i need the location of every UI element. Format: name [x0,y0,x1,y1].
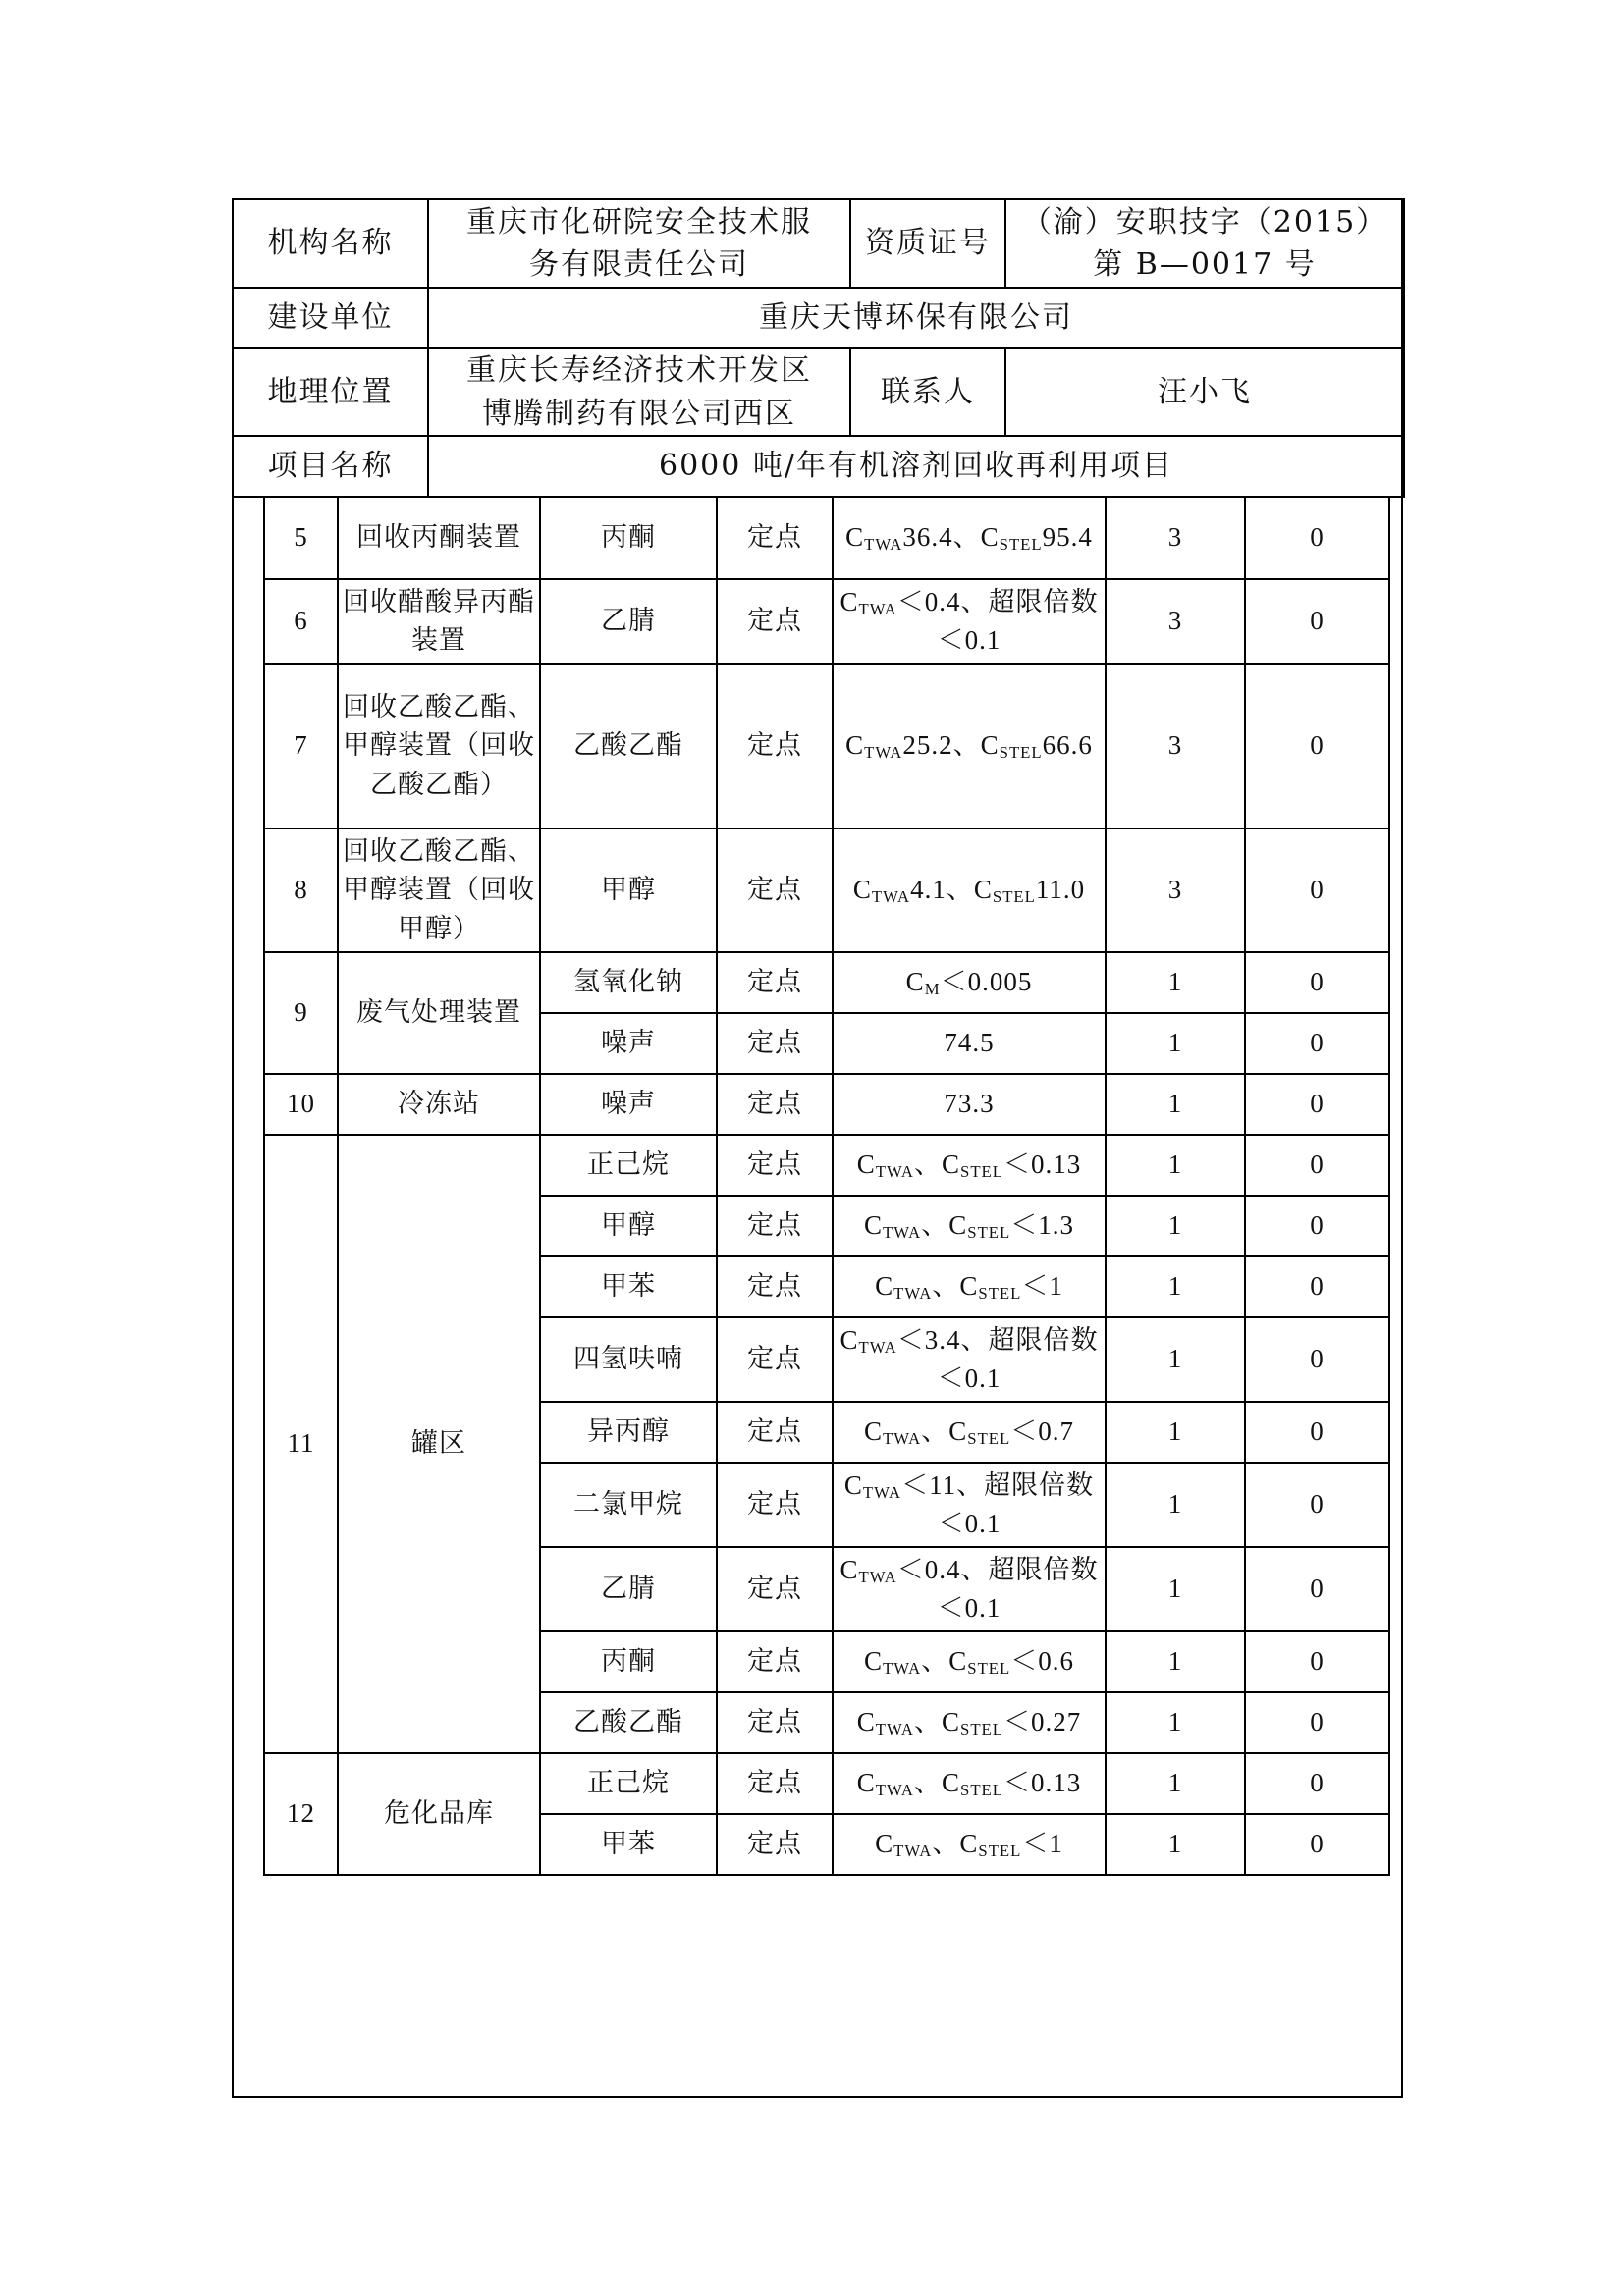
location-value-line-2: 博腾制药有限公司西区 [482,396,796,431]
project-label: 项目名称 [233,436,428,497]
result-subscript: STEL [967,1659,1011,1679]
builder-label: 建设单位 [233,288,428,348]
test-result-cell: $C_{TWA}<0.4$、超限倍数＜0.1 [833,579,1106,664]
test-result-cell: $C_M<0.005$ [833,952,1106,1013]
result-subscript: TWA [883,1429,922,1449]
work-area-cell: 冷冻站 [338,1074,540,1135]
cert-label: 资质证号 [850,199,1005,288]
org-value [428,199,850,288]
cert-value-line-2: 第 B—0017 号 [1093,247,1317,282]
result-subscript: TWA [858,1337,897,1357]
sample-count-cell: 1 [1106,1196,1245,1256]
table-row [264,828,1389,952]
result-subscript: TWA [864,535,903,555]
sample-count-cell: 1 [1106,1074,1245,1135]
result-subscript: TWA [875,1720,914,1739]
result-subscript: STEL [960,1781,1003,1800]
info-header-table [232,198,1405,498]
work-area-cell: 罐区 [338,1135,540,1753]
sampling-method-cell: 定点 [717,1013,833,1074]
hazard-factor-cell: 正己烷 [540,1135,717,1196]
sampling-method-cell: 定点 [717,1135,833,1196]
test-result-cell: $C_{TWA}$、$C_{STEL}<1$ [833,1814,1106,1875]
result-subscript: STEL [967,1429,1011,1449]
result-subscript: STEL [992,887,1036,907]
sample-count-cell: 1 [1106,1631,1245,1692]
hazard-factor-cell: 丙酮 [540,1631,717,1692]
exceed-count-cell: 0 [1245,579,1389,664]
row-number-cell: 8 [264,828,338,952]
work-area-cell: 回收丙酮装置 [338,497,540,579]
location-value-line-1: 重庆长寿经济技术开发区 [466,353,812,388]
result-subscript: STEL [978,1284,1022,1304]
org-value-line-2: 务有限责任公司 [529,247,749,282]
sampling-method-cell: 定点 [717,952,833,1013]
hazard-factor-cell: 异丙醇 [540,1402,717,1463]
result-subscript: TWA [883,1223,922,1243]
table-row [264,952,1389,1013]
hazard-factor-cell: 乙腈 [540,579,717,664]
result-subscript: TWA [858,599,897,618]
exceed-count-cell: 0 [1245,1135,1389,1196]
sampling-method-cell: 定点 [717,497,833,579]
work-area-cell: 回收乙酸乙酯、甲醇装置（回收乙酸乙酯） [338,664,540,828]
test-result-cell: $C_{TWA}$、$C_{STEL}<0.6$ [833,1631,1106,1692]
hazard-factor-cell: 甲醇 [540,1196,717,1256]
sample-count-cell: 1 [1106,1135,1245,1196]
exceed-count-cell: 0 [1245,1814,1389,1875]
work-area-cell: 废气处理装置 [338,952,540,1074]
result-subscript: TWA [893,1284,933,1304]
exceed-count-cell: 0 [1245,1317,1389,1402]
sampling-method-cell: 定点 [717,1402,833,1463]
result-subscript: TWA [871,887,911,907]
exceed-count-cell: 0 [1245,664,1389,828]
hazard-factor-cell: 甲苯 [540,1814,717,1875]
result-subscript: STEL [960,1162,1003,1182]
sampling-method-cell: 定点 [717,1196,833,1256]
sample-count-cell: 1 [1106,1692,1245,1753]
org-label: 机构名称 [233,199,428,288]
exceed-count-cell: 0 [1245,1631,1389,1692]
sampling-method-cell: 定点 [717,1814,833,1875]
test-result-cell: $C_{TWA}$、$C_{STEL}<0.7$ [833,1402,1106,1463]
table-row [264,1074,1389,1135]
test-result-cell: $C_{TWA}36.4$、$C_{STEL}95.4$ [833,497,1106,579]
hazard-factor-cell: 四氢呋喃 [540,1317,717,1402]
work-area-cell: 危化品库 [338,1753,540,1875]
row-number-cell: 9 [264,952,338,1074]
hazard-factor-cell: 二氯甲烷 [540,1463,717,1547]
exceed-count-cell: 0 [1245,1074,1389,1135]
result-subscript: TWA [858,1567,897,1586]
sample-count-cell: 1 [1106,1402,1245,1463]
sampling-method-cell: 定点 [717,1256,833,1317]
result-subscript: TWA [875,1781,914,1800]
exceed-count-cell: 0 [1245,1753,1389,1814]
table-row [264,1753,1389,1814]
result-subscript: STEL [978,1842,1022,1861]
exceed-count-cell: 0 [1245,1196,1389,1256]
sampling-method-cell: 定点 [717,579,833,664]
result-subscript: STEL [967,1223,1011,1243]
hazard-factor-cell: 乙酸乙酯 [540,1692,717,1753]
exceed-count-cell: 0 [1245,1547,1389,1631]
sample-count-cell: 3 [1106,579,1245,664]
row-number-cell: 7 [264,664,338,828]
row-number-cell: 5 [264,497,338,579]
sampling-method-cell: 定点 [717,1547,833,1631]
row-number-cell: 11 [264,1135,338,1753]
sampling-method-cell: 定点 [717,1692,833,1753]
exceed-count-cell: 0 [1245,497,1389,579]
result-subscript: M [924,980,941,999]
location-label: 地理位置 [233,348,428,436]
sampling-method-cell: 定点 [717,1463,833,1547]
sample-count-cell: 1 [1106,952,1245,1013]
sampling-method-cell: 定点 [717,1753,833,1814]
sample-count-cell: 1 [1106,1013,1245,1074]
cert-value-line-1: （渝）安职技字（2015） [1021,204,1388,240]
exceed-count-cell: 0 [1245,1013,1389,1074]
test-result-cell: $C_{TWA}$、$C_{STEL}<0.13$ [833,1135,1106,1196]
exceed-count-cell: 0 [1245,952,1389,1013]
row-number-cell: 6 [264,579,338,664]
hazard-factor-cell: 甲苯 [540,1256,717,1317]
sampling-method-cell: 定点 [717,828,833,952]
builder-value: 重庆天博环保有限公司 [428,288,1404,348]
result-subscript: TWA [883,1659,922,1679]
sample-count-cell: 3 [1106,664,1245,828]
test-result-cell: $C_{TWA}$、$C_{STEL}<1$ [833,1256,1106,1317]
work-area-cell: 回收乙酸乙酯、甲醇装置（回收甲醇） [338,828,540,952]
sample-count-cell: 1 [1106,1317,1245,1402]
hazard-factor-cell: 噪声 [540,1013,717,1074]
test-result-cell: $C_{TWA}<0.4$、超限倍数＜0.1 [833,1547,1106,1631]
hazard-factor-cell: 噪声 [540,1074,717,1135]
hazard-factor-cell: 乙酸乙酯 [540,664,717,828]
hazard-factor-cell: 甲醇 [540,828,717,952]
exceed-count-cell: 0 [1245,828,1389,952]
exceed-count-cell: 0 [1245,1402,1389,1463]
sample-count-cell: 3 [1106,497,1245,579]
monitoring-results-table [263,496,1390,1876]
test-result-cell: 74.5 [833,1013,1106,1074]
sample-count-cell: 1 [1106,1814,1245,1875]
cert-value [1005,199,1404,288]
table-row [264,1135,1389,1196]
location-value [428,348,850,436]
test-result-cell: $C_{TWA}$、$C_{STEL}<1.3$ [833,1196,1106,1256]
hazard-factor-cell: 乙腈 [540,1547,717,1631]
exceed-count-cell: 0 [1245,1692,1389,1753]
sample-count-cell: 1 [1106,1256,1245,1317]
row-number-cell: 10 [264,1074,338,1135]
work-area-cell: 回收醋酸异丙酯装置 [338,579,540,664]
sample-count-cell: 1 [1106,1753,1245,1814]
hazard-factor-cell: 氢氧化钠 [540,952,717,1013]
table-row [264,664,1389,828]
org-value-line-1: 重庆市化研院安全技术服 [466,204,812,240]
sampling-method-cell: 定点 [717,1317,833,1402]
contact-label: 联系人 [850,348,1005,436]
result-subscript: STEL [999,743,1043,763]
sample-count-cell: 3 [1106,828,1245,952]
exceed-count-cell: 0 [1245,1463,1389,1547]
hazard-factor-cell: 丙酮 [540,497,717,579]
table-row [264,497,1389,579]
test-result-cell: $C_{TWA}<11$、超限倍数＜0.1 [833,1463,1106,1547]
hazard-factor-cell: 正己烷 [540,1753,717,1814]
exceed-count-cell: 0 [1245,1256,1389,1317]
sampling-method-cell: 定点 [717,664,833,828]
test-result-cell: $C_{TWA}<3.4$、超限倍数＜0.1 [833,1317,1106,1402]
test-result-cell: $C_{TWA}$、$C_{STEL}<0.13$ [833,1753,1106,1814]
result-subscript: STEL [960,1720,1003,1739]
test-result-cell: $C_{TWA}25.2$、$C_{STEL}66.6$ [833,664,1106,828]
result-subscript: STEL [999,535,1043,555]
table-row [264,579,1389,664]
contact-value: 汪小飞 [1005,348,1404,436]
project-value: 6000 吨/年有机溶剂回收再利用项目 [428,436,1404,497]
sample-count-cell: 1 [1106,1547,1245,1631]
row-number-cell: 12 [264,1753,338,1875]
sampling-method-cell: 定点 [717,1074,833,1135]
result-subscript: TWA [875,1162,914,1182]
sample-count-cell: 1 [1106,1463,1245,1547]
sampling-method-cell: 定点 [717,1631,833,1692]
result-subscript: TWA [862,1482,902,1502]
test-result-cell: 73.3 [833,1074,1106,1135]
result-subscript: TWA [893,1842,933,1861]
result-subscript: TWA [864,743,903,763]
test-result-cell: $C_{TWA}$、$C_{STEL}<0.27$ [833,1692,1106,1753]
test-result-cell: $C_{TWA}4.1$、$C_{STEL}11.0$ [833,828,1106,952]
